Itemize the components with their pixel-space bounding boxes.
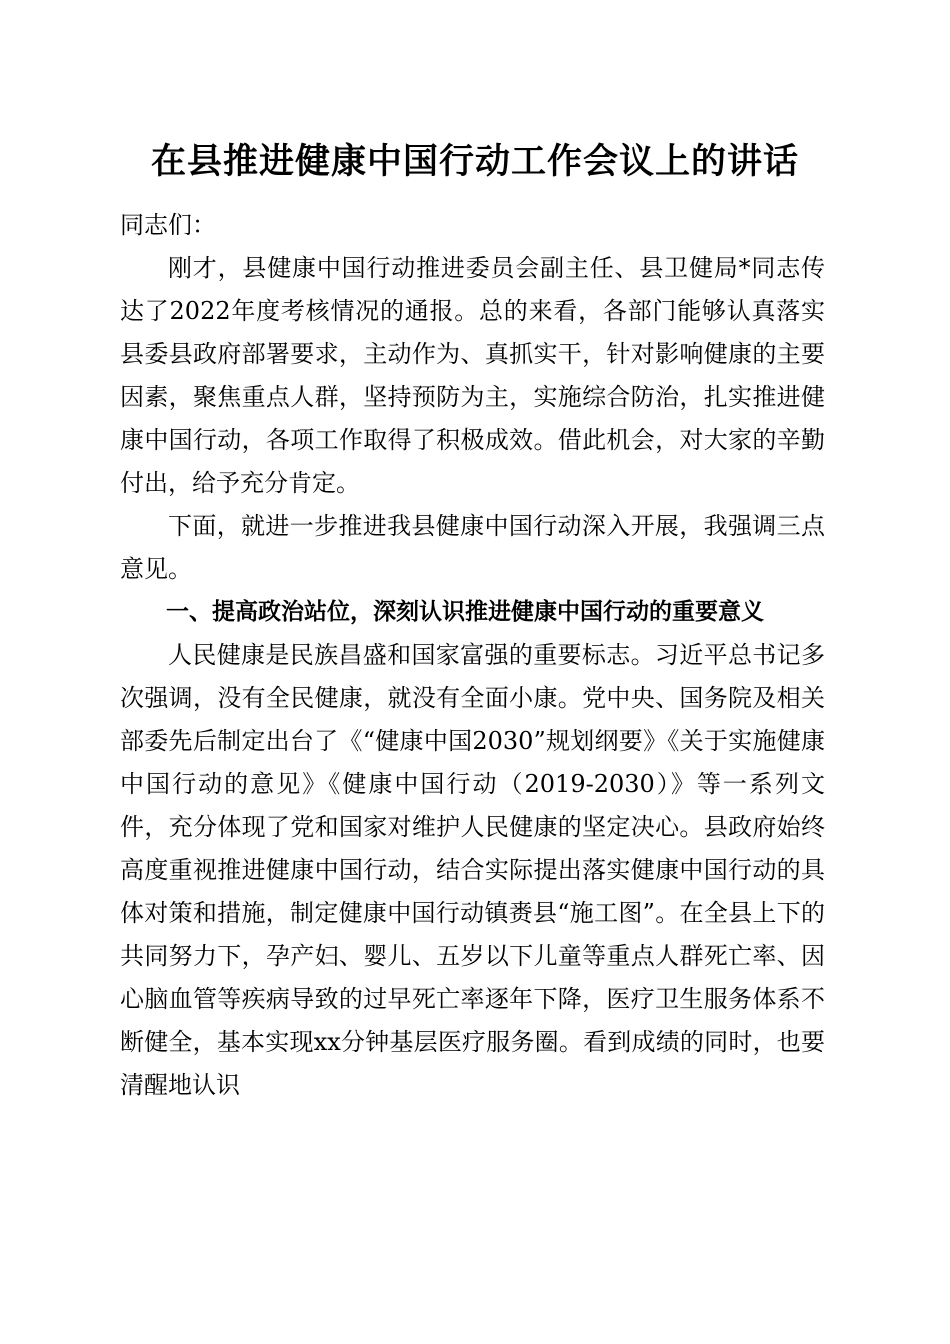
paragraph: 下面，就进一步推进我县健康中国行动深入开展，我强调三点意见。 (120, 512, 825, 583)
paragraph: 人民健康是民族昌盛和国家富强的重要标志。习近平总书记多次强调，没有全民健康，就没有全面小康。党中央、国务院及相关部委先后制定出台了《“健康中国2030”规划纲要》《关于实施健康中国行动的意见》《健康中国行动（2019-2030）》等一系列文件，充分体现了党和国家对维护人民健康的坚定决心。县政府始终高度重视推进健康中国行动，结合实际提出落实健康中国行动的具体对策和措施，制定健康中国行动镇赉县“施工图”。在全县上下的共同努力下，孕产妇、婴儿、五岁以下儿童等重点人群死亡率、因心脑血管等疾病导致的过早死亡率逐年下降，医疗卫生服务体系不断健全，基本实现xx分钟基层医疗服务圈。看到成绩的同时，也要清醒地认识 (120, 641, 825, 1099)
salutation: 同志们： (120, 211, 216, 239)
section-heading: 一、提高政治站位，深刻认识推进健康中国行动的重要意义 (166, 599, 764, 625)
document-title: 在县推进健康中国行动工作会议上的讲话 (150, 141, 799, 182)
document-body (120, 204, 825, 1107)
paragraph: 刚才，县健康中国行动推进委员会副主任、县卫健局*同志传达了2022年度考核情况的通报。总的来看，各部门能够认真落实县委县政府部署要求，主动作为、真抓实干，针对影响健康的主要因素，聚焦重点人群，坚持预防为主，实施综合防治，扎实推进健康中国行动，各项工作取得了积极成效。借此机会，对大家的辛勤付出，给予充分肯定。 (120, 254, 825, 497)
